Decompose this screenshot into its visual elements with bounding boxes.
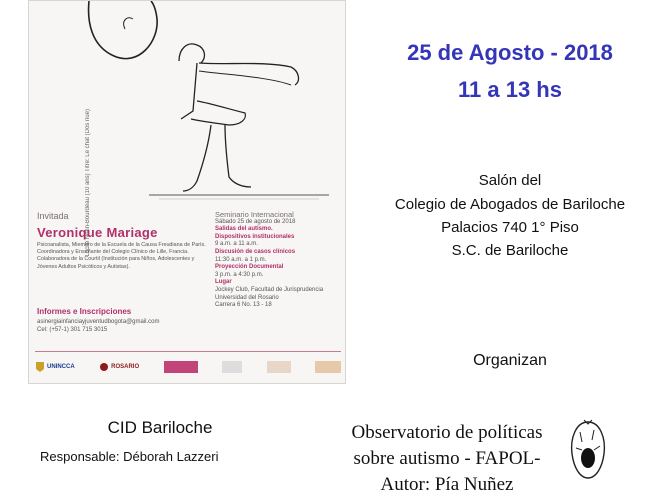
sponsor-logo-6 — [315, 361, 341, 373]
seminar-projection: Proyección Documental — [215, 264, 284, 271]
info-heading: Informes e Inscripciones — [37, 307, 132, 316]
rosario-logo: ROSARIO — [99, 361, 139, 373]
seminar-time-1: 9 a.m. a 11 a.m. — [215, 241, 258, 248]
fapol-line-3: Autor: Pía Nuñez — [380, 474, 514, 495]
seminar-discussion: Discusión de casos clínicos — [215, 248, 296, 255]
venue-line-1: Salón del — [478, 172, 542, 189]
seminar-time-3: 3 p.m. a 4:30 p.m. — [215, 271, 264, 278]
unincca-logo: UNINCCA — [35, 361, 75, 373]
venue-line-4: S.C. de Bariloche — [451, 242, 569, 259]
fapol-figure-logo — [566, 418, 610, 480]
place-line-1: Jockey Club, Facultad de Jurisprudencia — [215, 286, 324, 293]
venue-line-3: Palacios 740 1° Piso — [441, 219, 579, 236]
cid-name: CID Bariloche — [107, 418, 213, 437]
seminar-subtheme: Dispositivos institucionales — [215, 233, 295, 240]
place-heading: Lugar — [215, 279, 232, 286]
sponsor-logos — [35, 355, 341, 379]
seminar-details — [215, 211, 341, 310]
seminar-poster — [28, 0, 346, 384]
event-date: 25 de Agosto - 2018 — [407, 40, 613, 65]
fapol-line-1: Observatorio de políticas — [351, 422, 543, 443]
artwork-credit: Lucile Notin-Bourdeau (10 ans) Titre: Le chat (Dos nue) — [85, 109, 91, 257]
venue-line-2: Colegio de Abogados de Bariloche — [394, 196, 626, 213]
invited-speaker-name: Veronique Mariage — [37, 225, 158, 240]
poster-divider — [35, 351, 341, 352]
sponsor-logo-5 — [267, 361, 291, 373]
info-phone: Cel: (+57-1) 301 715 3015 — [37, 327, 108, 333]
seminar-title: Seminario Internacional — [215, 210, 294, 219]
seminar-time-2: 11:30 a.m. a 1 p.m. — [215, 256, 267, 263]
child-drawing-illustration — [29, 1, 347, 206]
place-line-3: Carrera 6 No. 13 - 18 — [215, 302, 272, 309]
info-email[interactable]: asinergiainfanciayjuventudbogota@gmail.com — [37, 319, 160, 325]
event-time: 11 a 13 hs — [458, 77, 562, 102]
sponsor-logo-4 — [222, 361, 242, 373]
invited-heading: Invitada — [37, 211, 69, 221]
fapol-observatory — [332, 420, 562, 498]
seminar-date: Sábado 25 de agosto de 2018 — [215, 218, 296, 225]
fapol-line-2: sobre autismo - FAPOL- — [353, 448, 541, 469]
sponsor-logo-3 — [164, 361, 198, 373]
organizers-heading: Organizan — [473, 352, 547, 369]
invited-speaker-bio: Psicoanalista, Miembro de la Escuela de la Causa Freudiana de París. Coordinadora y Enseñante del Colegio Clínico de Lille, Francia. Colaboradora de la Courtil (Institución para Niños, Adolescentes y Jóvenes Adultos Psicóticos y Autistas). — [37, 242, 206, 270]
seminar-theme: Salidas del autismo. — [215, 226, 273, 233]
cid-responsible: Responsable: Déborah Lazzeri — [40, 449, 219, 464]
place-line-2: Universidad del Rosario — [215, 294, 279, 301]
